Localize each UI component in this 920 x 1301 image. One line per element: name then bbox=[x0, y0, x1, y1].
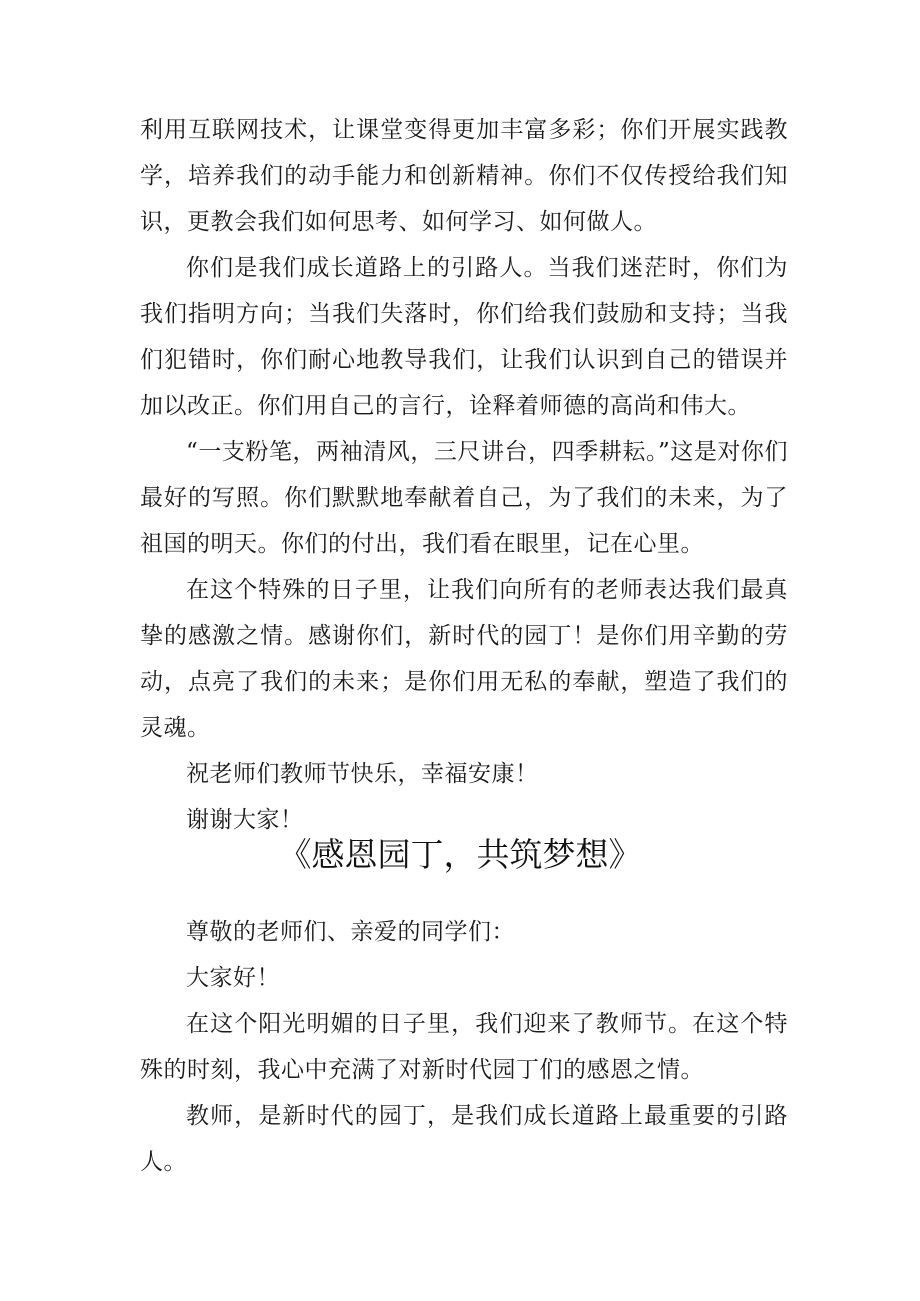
paragraph-chalk-quote: “一支粉笔，两袖清风，三尺讲台，四季耕耘。”这是对你们最好的写照。你们默默地奉献着自己，为了我们的未来，为了祖国的明天。你们的付出，我们看在眼里，记在心里。 bbox=[140, 439, 788, 557]
paragraph-teacher-gardener: 教师，是新时代的园丁，是我们成长道路上最重要的引路人。 bbox=[140, 1103, 788, 1175]
paragraph-teachers-day: 在这个阳光明媚的日子里，我们迎来了教师节。在这个特殊的时刻，我心中充满了对新时代园丁们的感恩之情。 bbox=[140, 1011, 788, 1083]
speech-title: 《感恩园丁，共筑梦想》 bbox=[278, 835, 642, 874]
paragraph-thanks: 谢谢大家！ bbox=[186, 807, 304, 833]
speech-body-part-1 bbox=[140, 107, 788, 843]
paragraph-gratitude: 在这个特殊的日子里，让我们向所有的老师表达我们最真挚的感激之情。感谢你们，新时代的园丁！是你们用辛勤的劳动，点亮了我们的未来；是你们用无私的奉献，塑造了我们的灵魂。 bbox=[140, 577, 788, 741]
paragraph-salutation: 尊敬的老师们、亲爱的同学们： bbox=[186, 919, 515, 945]
paragraph-technology: 利用互联网技术，让课堂变得更加丰富多彩；你们开展实践教学，培养我们的动手能力和创新精神。你们不仅传授给我们知识，更教会我们如何思考、如何学习、如何做人。 bbox=[140, 117, 788, 235]
paragraph-wishes: 祝老师们教师节快乐，幸福安康！ bbox=[186, 761, 539, 787]
paragraph-guides: 你们是我们成长道路上的引路人。当我们迷茫时，你们为我们指明方向；当我们失落时，你们给我们鼓励和支持；当我们犯错时，你们耐心地教导我们，让我们认识到自己的错误并加以改正。你们用自己的言行，诠释着师德的高尚和伟大。 bbox=[140, 255, 788, 419]
speech-body-part-2 bbox=[140, 909, 788, 1185]
paragraph-greeting: 大家好！ bbox=[186, 965, 280, 991]
